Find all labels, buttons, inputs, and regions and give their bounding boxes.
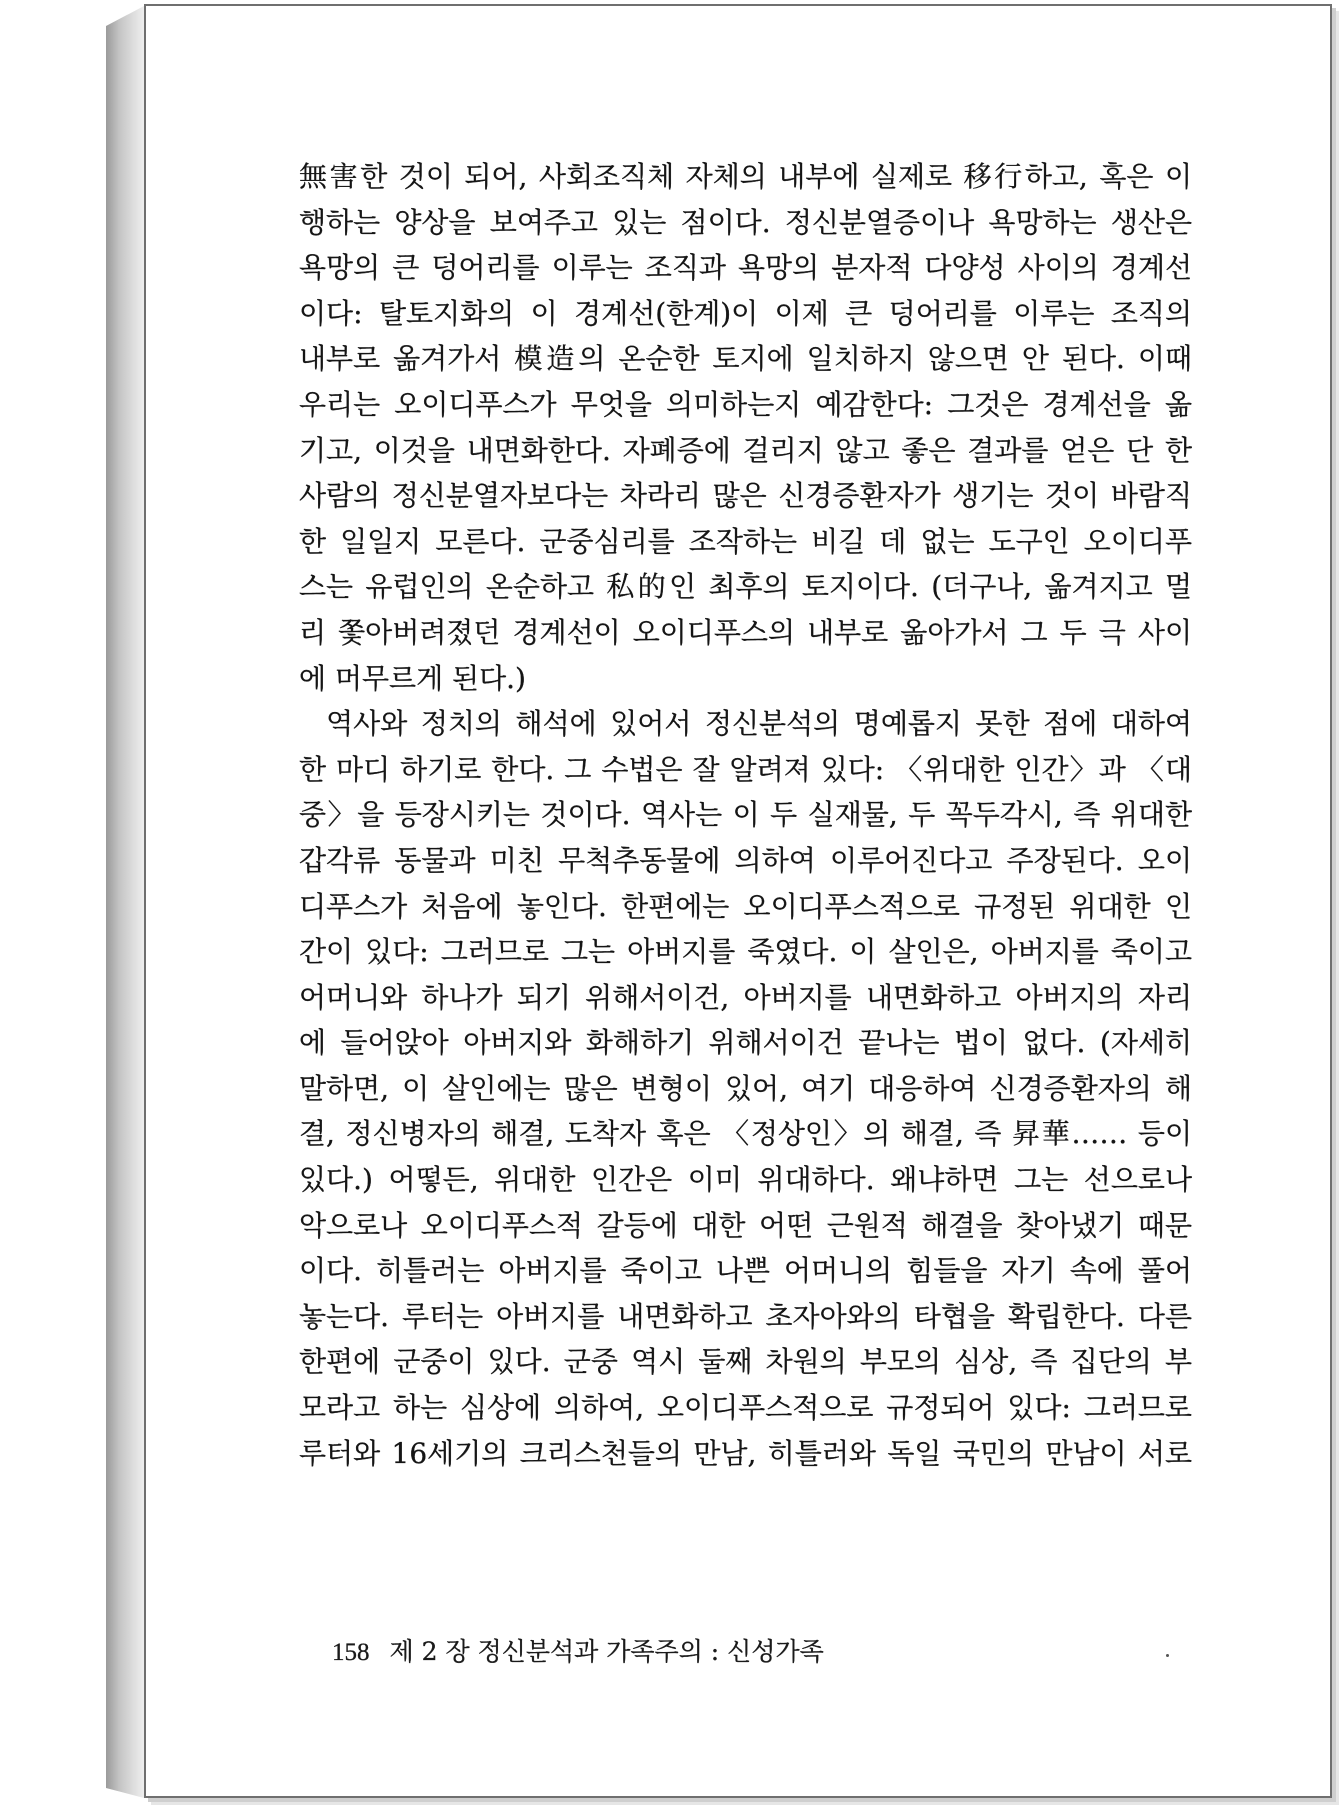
text-line: 이다. 히틀러는 아버지를 죽이고 나쁜 어머니의 힘들을 자기 속에 풀어 [299, 1254, 1192, 1288]
text-line: 모라고 하는 심상에 의하여, 오이디푸스적으로 규정되어 있다: 그러므로 [299, 1391, 1192, 1425]
ink-speck [1166, 1654, 1169, 1657]
text-line: 중〉을 등장시키는 것이다. 역사는 이 두 실재물, 두 꼭두각시, 즉 위대한 [299, 798, 1192, 832]
text-line: 있다.) 어떻든, 위대한 인간은 이미 위대하다. 왜냐하면 그는 선으로나 [299, 1163, 1192, 1197]
text-line: 사람의 정신분열자보다는 차라리 많은 신경증환자가 생기는 것이 바람직 [299, 479, 1192, 513]
text-line: 갑각류 동물과 미친 무척추동물에 의하여 이루어진다고 주장된다. 오이 [299, 843, 1192, 877]
text-line: 어머니와 하나가 되기 위해서이건, 아버지를 내면화하고 아버지의 자리 [299, 980, 1192, 1014]
text-line: 한 마디 하기로 한다. 그 수법은 잘 알려져 있다: 〈위대한 인간〉과 〈대 [299, 752, 1192, 786]
text-line: 한 일일지 모른다. 군중심리를 조작하는 비길 데 없는 도구인 오이디푸 [299, 524, 1192, 558]
text-line: 디푸스가 처음에 놓인다. 한편에는 오이디푸스적으로 규정된 위대한 인 [299, 889, 1192, 923]
book-spine [106, 6, 144, 1798]
text-line: 내부로 옮겨가서 模造의 온순한 토지에 일치하지 않으면 안 된다. 이때 [299, 342, 1192, 376]
text-line: 말하면, 이 살인에는 많은 변형이 있어, 여기 대응하여 신경증환자의 해 [299, 1071, 1192, 1105]
body-text [299, 154, 1192, 1476]
page-footer [332, 1632, 824, 1668]
text-line: 악으로나 오이디푸스적 갈등에 대한 어떤 근원적 해결을 찾아냈기 때문 [299, 1208, 1192, 1242]
text-line: 루터와 16세기의 크리스천들의 만남, 히틀러와 독일 국민의 만남이 서로 [299, 1436, 1192, 1470]
text-line: 에 머무르게 된다.) [299, 661, 526, 695]
paragraph-1 [299, 154, 1192, 701]
running-title: 제 2 장 정신분석과 가족주의 : 신성가족 [389, 1637, 824, 1666]
text-line: 우리는 오이디푸스가 무엇을 의미하는지 예감한다: 그것은 경계선을 옮 [299, 387, 1192, 421]
text-line: 간이 있다: 그러므로 그는 아버지를 죽였다. 이 살인은, 아버지를 죽이고 [299, 935, 1192, 969]
text-line: 행하는 양상을 보여주고 있는 점이다. 정신분열증이나 욕망하는 생산은 [299, 205, 1192, 239]
page-number: 158 [332, 1639, 370, 1666]
text-line: 에 들어앉아 아버지와 화해하기 위해서이건 끝나는 법이 없다. (자세히 [299, 1026, 1192, 1060]
text-line: 無害한 것이 되어, 사회조직체 자체의 내부에 실제로 移行하고, 혹은 이 [299, 160, 1192, 193]
text-line: 리 쫓아버려졌던 경계선이 오이디푸스의 내부로 옮아가서 그 두 극 사이 [299, 615, 1192, 649]
text-line: 한편에 군중이 있다. 군중 역시 둘째 차원의 부모의 심상, 즉 집단의 부 [299, 1345, 1192, 1379]
text-line: 이다: 탈토지화의 이 경계선(한계)이 이제 큰 덩어리를 이루는 조직의 [299, 296, 1192, 330]
paragraph-2 [299, 701, 1192, 1476]
text-line: 결, 정신병자의 해결, 도착자 혹은 〈정상인〉의 해결, 즉 昇華…… 등이 [299, 1117, 1192, 1151]
text-line: 기고, 이것을 내면화한다. 자폐증에 걸리지 않고 좋은 결과를 얻은 단 한 [299, 433, 1192, 467]
text-line: 역사와 정치의 해석에 있어서 정신분석의 명예롭지 못한 점에 대하여 [299, 707, 1192, 741]
text-line: 놓는다. 루터는 아버지를 내면화하고 초자아와의 타협을 확립한다. 다른 [299, 1299, 1192, 1333]
text-line: 욕망의 큰 덩어리를 이루는 조직과 욕망의 분자적 다양성 사이의 경계선 [299, 251, 1192, 285]
text-line: 스는 유럽인의 온순하고 私的인 최후의 토지이다. (더구나, 옮겨지고 멀 [299, 570, 1192, 604]
